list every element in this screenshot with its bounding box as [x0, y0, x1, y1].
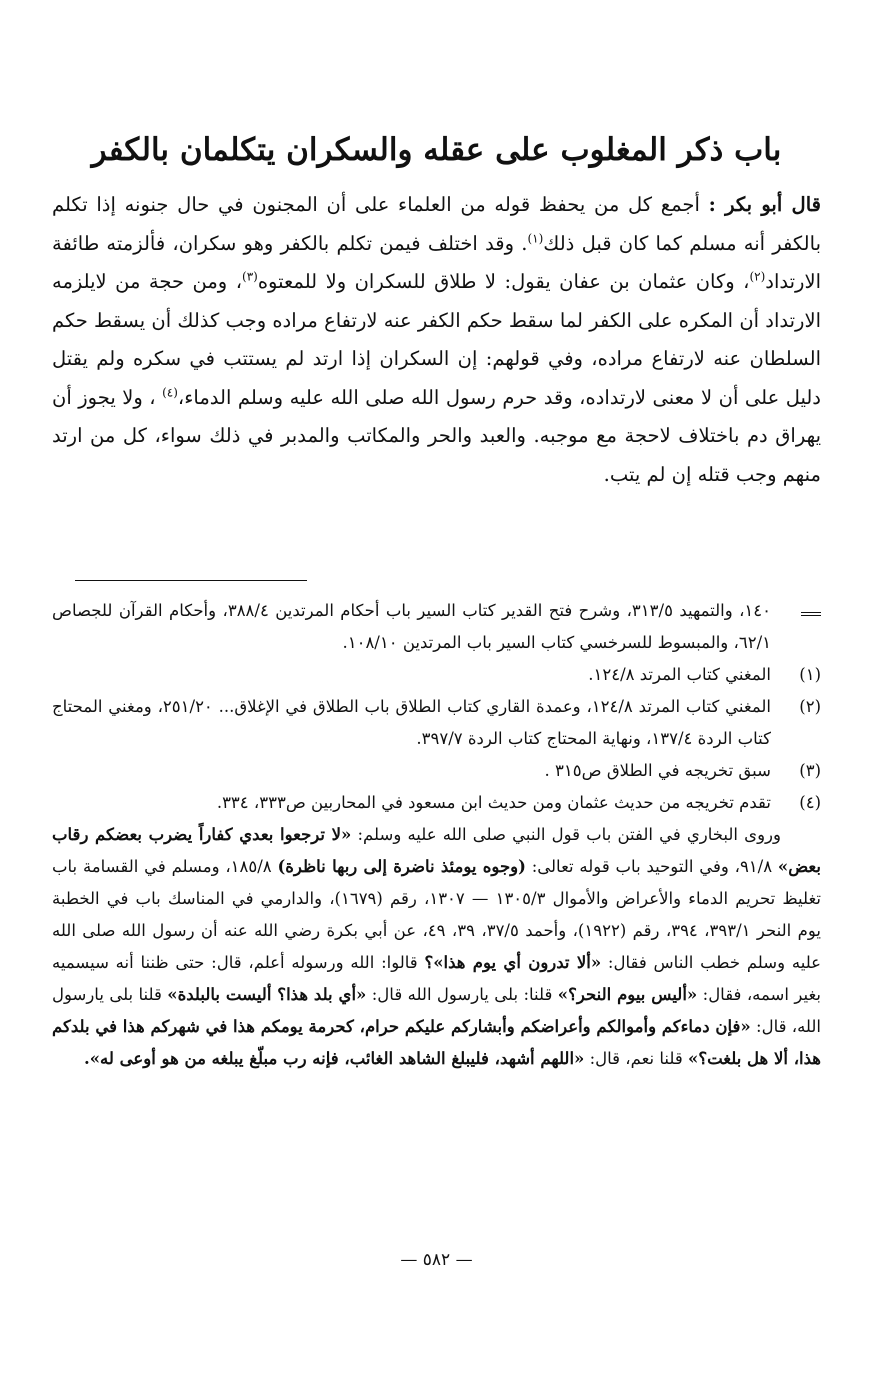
hadith-quote: «أي بلد هذا؟ أليست بالبلدة» [167, 985, 367, 1004]
chapter-title: باب ذكر المغلوب على عقله والسكران يتكلمان بالكفر [91, 132, 782, 168]
footnote-text: تقدم تخريجه من حديث عثمان ومن حديث ابن مسعود في المحاربين ص٣٣٣، ٣٣٤. [216, 793, 771, 812]
equals-marker-icon [771, 595, 821, 627]
hadith-quote: «لا ترجعوا بعدي كفاراً يضرب بعضكم رقاب بعض» [52, 825, 821, 876]
hadith-quote: «اللهم أشهد، فليبلغ الشاهد الغائب، فإنه رب مبلّغ يبلغه من هو أوعى له». [83, 1049, 585, 1068]
note-text: قالوا: الله ورسوله أعلم، قال: حتى ظننا أنه سيسميه بغير اسمه، فقال: [52, 953, 821, 1004]
text-segment-2: . وقد اختلف فيمن تكلم بالكفر وهو سكران، فألزمته طائفة الارتداد [52, 231, 822, 293]
hadith-quote: «ألا تدرون أي يوم هذا»؟ [424, 953, 602, 972]
text-segment-1: أجمع كل من يحفظ قوله من العلماء على أن المجنون في حال جنونه إذا تكلم بالكفر أنه مسلم كما كان قبل ذلك [52, 193, 821, 255]
footnotes [52, 595, 821, 1075]
footnote-ref-3[interactable]: (٣) [242, 269, 258, 284]
quran-quote: (وجوه يومئذ ناضرة إلى ربها ناظرة) [277, 857, 526, 876]
main-paragraph [52, 186, 821, 494]
footnote-text: سبق تخريجه في الطلاق ص٣١٥ . [544, 761, 771, 780]
footnote-3 [52, 755, 821, 787]
note-text: قلنا نعم، قال: [584, 1049, 689, 1068]
footnote-text: ١٤٠، والتمهيد ٣١٣/٥، وشرح فتح القدير كتاب السير باب أحكام المرتدين ٣٨٨/٤، وأحكام القرآن للجصاص ٦٢/١، والمبسوط للسرخسي كتاب السير باب المرتدين ١٠٨/١٠. [52, 601, 771, 652]
text-segment-3: ، وكان عثمان بن عفان يقول: لا طلاق للسكران ولا للمعتوه [257, 270, 750, 293]
footnote-separator [75, 580, 307, 581]
note-text: ٩١/٨، وفي التوحيد باب قوله تعالى: [525, 857, 778, 876]
note-text: قلنا: بلى يارسول الله قال: [366, 985, 558, 1004]
hadith-quote: «فإن دماءكم وأموالكم وأعراضكم وأبشاركم عليكم حرام، كحرمة يومكم هذا في شهركم هذا في بلدكم هذا، ألا هل بلغت؟» [52, 1017, 821, 1068]
footnote-number: (١) [799, 665, 821, 684]
footnote-text: المغني كتاب المرتد ١٢٤/٨، وعمدة القاري كتاب الطلاق باب الطلاق في الإغلاق... ٢٥١/٢٠، ومغني المحتاج كتاب الردة ١٣٧/٤، ونهاية المحتاج كتاب الردة ٣٩٧/٧. [52, 697, 771, 748]
page-number: — ٥٨٢ — [400, 1250, 473, 1270]
footnote-4-continuation [52, 819, 821, 1075]
note-text: ١٨٥/٨، ومسلم في القسامة باب تغليظ تحريم الدماء والأعراض والأموال ١٣٠٥/٣ — ١٣٠٧، رقم (١٦٧٩)، والدارمي في المناسك باب في الخطبة يوم النحر ٣٩٣/١، ٣٩٤، رقم (١٩٢٢)، وأحمد ٣٧/٥، ٣٩، ٤٩، عن أبي بكرة رضي الله عنه أن رسول الله صلى الله عليه وسلم خطب الناس فقال: [52, 857, 821, 972]
note-text: قلنا بلى يارسول الله، قال: [52, 985, 822, 1036]
footnote-text: المغني كتاب المرتد ١٢٤/٨. [588, 665, 771, 684]
footnote-ref-1[interactable]: (١) [527, 231, 544, 245]
footnote-number: (٢) [799, 697, 821, 716]
footnote-4 [52, 787, 821, 819]
footnote-ref-2[interactable]: (٢) [749, 269, 766, 284]
footnote-number: (٣) [799, 761, 821, 780]
footnote-continued [52, 595, 821, 659]
footnote-2 [52, 691, 821, 755]
text-segment-5: ، ولا يجوز أن يهراق دم باختلاف لاحجة مع موجبه. والعبد والحر والمكاتب والمدبر في ذلك سواء، كل من ارتد منهم وجب قتله إن لم يتب. [52, 385, 821, 486]
hadith-quote: «أليس بيوم النحر؟» [557, 985, 698, 1004]
main-text [52, 186, 821, 494]
text-segment-4: ، ومن حجة من لايلزمه الارتداد أن المكره على الكفر لما سقط حكم الكفر عنه لارتفاع مراده وجب كذلك أن يسقط حكم السلطان عنه لارتفاع مراده، وفي قولهم: إن السكران إذا ارتد لم يستتب في سكره ولم يقتل دليل على أن لا معنى لارتداده، وقد حرم رسول الله صلى الله عليه وسلم الدماء، [52, 270, 821, 409]
note-text: وروى البخاري في الفتن باب قول النبي صلى الله عليه وسلم: [351, 825, 781, 844]
footnote-1 [52, 659, 821, 691]
footnote-ref-4[interactable]: (٤) [162, 385, 178, 399]
paragraph-lead: قال أبو بكر : [708, 193, 821, 216]
footnote-number: (٤) [799, 793, 821, 812]
